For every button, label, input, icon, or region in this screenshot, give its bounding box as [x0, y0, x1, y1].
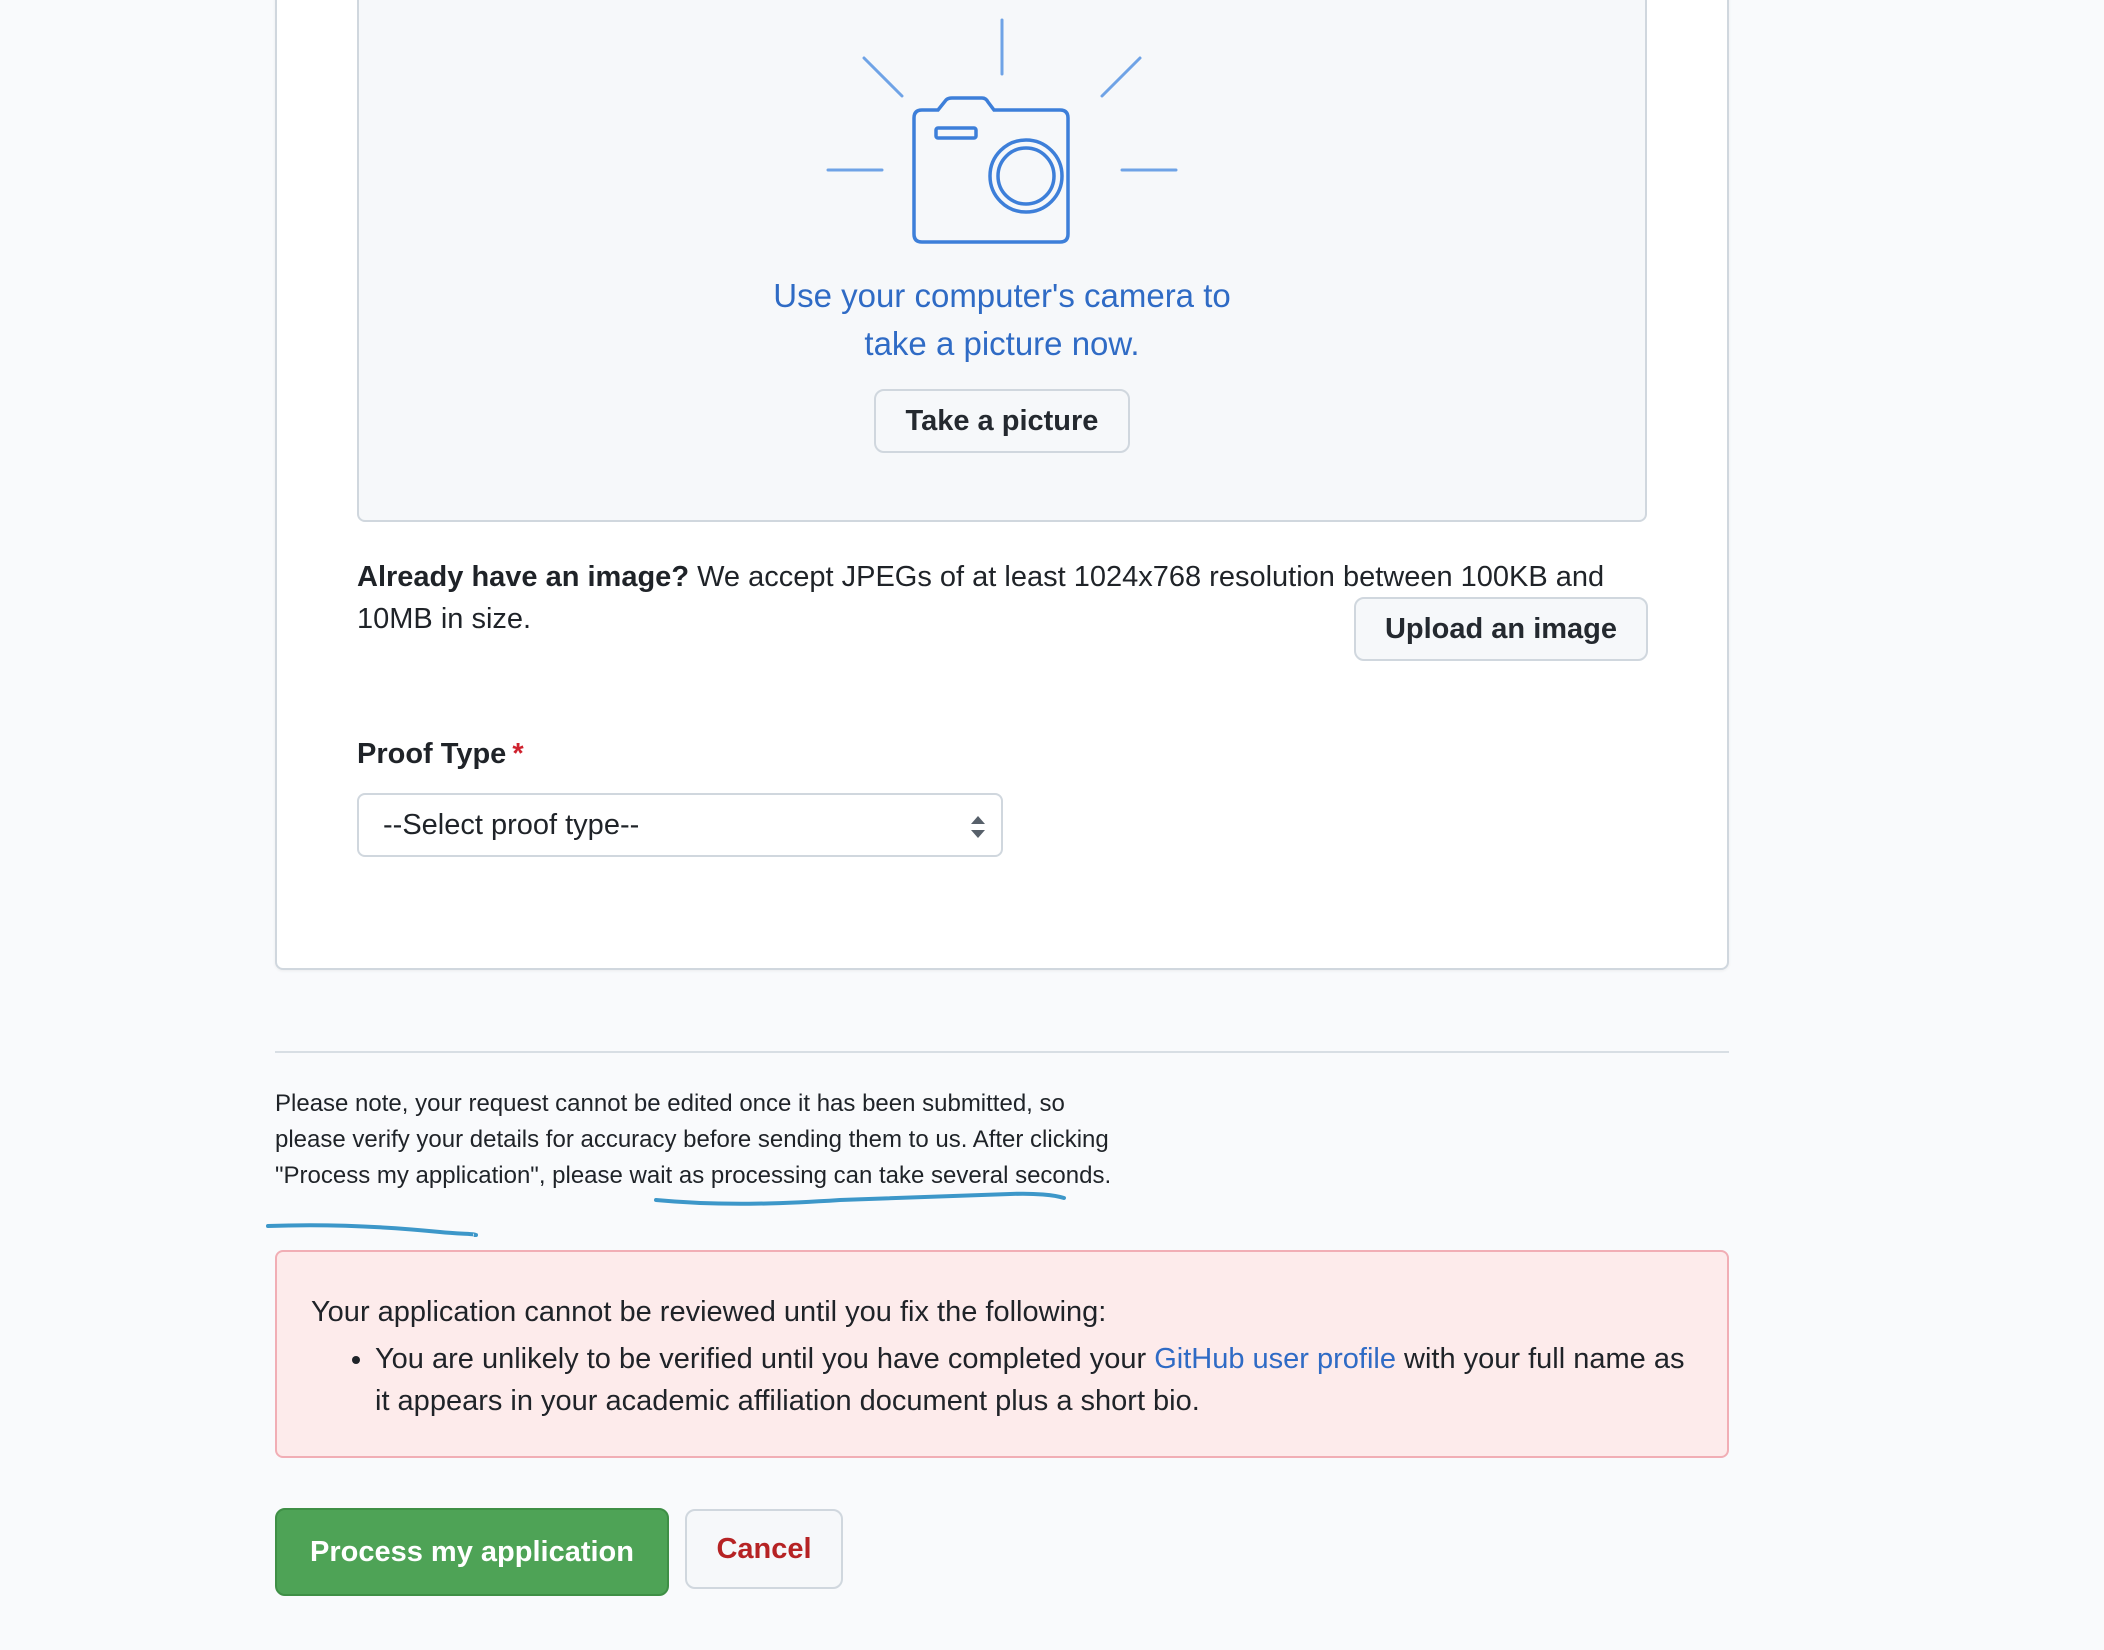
camera-caption	[702, 272, 1302, 368]
github-profile-link[interactable]: GitHub user profile	[1154, 1343, 1396, 1375]
required-marker: *	[512, 738, 524, 770]
error-title: Your application cannot be reviewed until you fix the following:	[311, 1296, 1107, 1328]
upload-image-button[interactable]: Upload an image	[1354, 597, 1648, 661]
submission-note: Please note, your request cannot be edited once it has been submitted, so please verify your details for accuracy before sending them to us. After clicking "Process my application", please wait as processing can take several seconds.	[275, 1090, 1112, 1189]
error-item-suffix: with your full name as it appears in your academic affiliation document plus a short bio.	[375, 1343, 1685, 1417]
error-alert	[275, 1250, 1729, 1458]
cancel-button[interactable]: Cancel	[685, 1509, 843, 1589]
error-list	[311, 1338, 1701, 1422]
section-divider	[275, 1051, 1729, 1053]
camera-caption-line1: Use your computer's camera to	[773, 277, 1231, 314]
upload-instructions-text: We accept JPEGs of at least 1024x768 resolution between 100KB and 10MB in size.	[357, 561, 1605, 635]
proof-type-label-text: Proof Type	[357, 738, 507, 770]
select-arrows-icon	[969, 813, 987, 841]
camera-icon	[820, 18, 1180, 248]
error-item	[375, 1338, 1701, 1422]
proof-type-select[interactable]	[357, 793, 1003, 857]
error-item-prefix: You are unlikely to be verified until you have completed your	[375, 1343, 1155, 1375]
proof-type-label	[357, 738, 524, 771]
proof-type-select-value: --Select proof type--	[383, 808, 640, 841]
take-picture-button[interactable]: Take a picture	[874, 389, 1130, 453]
process-application-button[interactable]: Process my application	[275, 1508, 669, 1596]
upload-instructions-bold: Already have an image?	[357, 561, 690, 593]
camera-caption-line2: take a picture now.	[864, 325, 1140, 362]
